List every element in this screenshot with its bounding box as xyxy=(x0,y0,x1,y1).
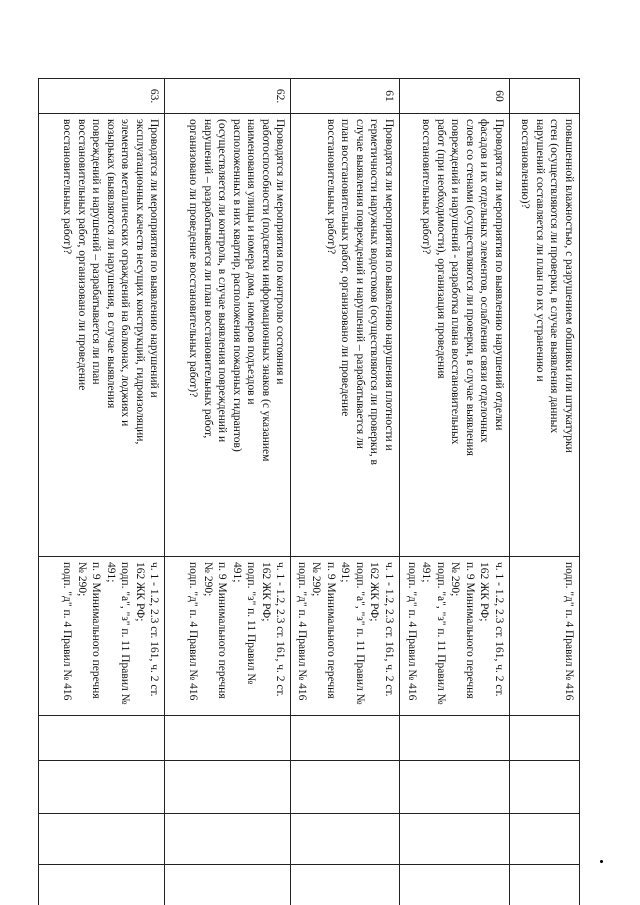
question-line: фасадов и их отдельных элементов, ослабления связи отделочных xyxy=(478,119,491,443)
question-line: план восстановительных работ, организовано ли проведение xyxy=(339,119,352,417)
reference-line: п. 9 Минимального перечня xyxy=(216,562,229,699)
table-row xyxy=(291,79,400,905)
question-line: Проводятся ли мероприятия по выявлению нарушения плотности и xyxy=(383,119,395,451)
reference-line: подп. "д" п. 4 Правил № 416 xyxy=(187,562,200,701)
reference-line: 162 ЖК РФ; xyxy=(134,562,146,622)
reference-line: 162 ЖК РФ; xyxy=(368,562,381,622)
question-cell xyxy=(291,114,400,557)
legal-reference-cell xyxy=(39,557,165,716)
reference-line: 491; xyxy=(420,562,433,583)
answer-cell-empty xyxy=(510,865,580,905)
checklist-table xyxy=(39,78,581,905)
answer-cell-empty xyxy=(165,814,291,865)
question-line: случае выявления повреждений и нарушений – разрабатывается ли xyxy=(354,119,366,449)
reference-line: № 290; xyxy=(76,562,88,597)
question-line: восстановительных работ, организовано ли проведение xyxy=(76,119,88,391)
reference-line: подп. "д" п. 4 Правил № 416 xyxy=(406,562,418,701)
answer-cell-empty xyxy=(291,865,400,905)
answer-cell-empty xyxy=(510,761,580,814)
answer-cell-empty xyxy=(400,865,510,905)
rotated-checklist-sheet xyxy=(20,78,580,878)
reference-line: ч. 1 - 1.2, 2.3 ст. 161, ч. 2 ст. xyxy=(274,562,287,697)
reference-line: ч. 1 - 1.2, 2.3 ст. 161, ч. 2 ст. xyxy=(148,562,161,697)
answer-cell-empty xyxy=(291,716,400,761)
reference-line: подп. "д" п. 4 Правил № 416 xyxy=(61,562,74,701)
reference-line: 491; xyxy=(339,562,352,583)
row-number: 60 xyxy=(400,79,510,114)
question-line: работ (при необходимости), организация проведения xyxy=(435,119,447,379)
answer-cell-empty xyxy=(510,814,580,865)
question-line: Проводятся ли мероприятия по выявлению нарушений и xyxy=(148,119,161,398)
reference-line: п. 9 Минимального перечня xyxy=(464,562,476,699)
answer-cell-empty xyxy=(291,814,400,865)
answer-cell-empty xyxy=(165,716,291,761)
answer-cell-empty xyxy=(400,716,510,761)
answer-cell-empty xyxy=(400,761,510,814)
question-line: элементов металлических ограждений на балконах, лоджиях и xyxy=(119,119,132,427)
checklist-body xyxy=(39,79,580,905)
row-number: 62. xyxy=(165,79,291,114)
reference-line: № 290; xyxy=(202,562,214,597)
question-line: нарушений – разрабатывается ли план восстановительных работ, xyxy=(202,119,214,439)
question-line: слоев со стенами (осуществляются ли проверки, в случае выявления xyxy=(464,119,476,456)
reference-line: подп. "д" п. 4 Правил № 416 xyxy=(296,562,308,701)
answer-cell-empty xyxy=(165,865,291,905)
question-cell xyxy=(165,114,291,557)
question-line: нарушений составляется ли план по их устранению и xyxy=(534,119,546,382)
answer-cell-empty xyxy=(400,814,510,865)
question-line: восстановлению)? xyxy=(519,119,532,209)
answer-cell-empty xyxy=(510,716,580,761)
question-line: расположенных в них квартир, расположения пожарных гидрантов) xyxy=(231,119,243,452)
table-row xyxy=(510,79,580,905)
question-line: восстановительных работ)? xyxy=(325,119,337,255)
reference-line: 162 ЖК РФ; xyxy=(478,562,491,622)
row-number xyxy=(510,79,580,114)
table-row xyxy=(39,79,165,905)
answer-cell-empty xyxy=(165,761,291,814)
reference-line: № 290; xyxy=(449,562,462,597)
reference-line: № 290; xyxy=(310,562,323,597)
answer-cell-empty xyxy=(291,761,400,814)
reference-line: подп. "з" п. 11 Правил № xyxy=(245,562,258,685)
question-line: Проводятся ли мероприятия по контролю состояния и xyxy=(274,119,287,385)
question-line: повышенной влажностью, с разрушением обшивки или штукатурки xyxy=(563,119,575,453)
reference-line: подп. "а", "з" п. 11 Правил № xyxy=(119,562,132,705)
reference-line: ч. 1 - 1.2, 2.3 ст. 161, ч. 2 ст. xyxy=(383,562,395,697)
question-line: герметичности наружных водостоков (осуществляются ли проверки, в xyxy=(368,119,381,465)
row-number: 63. xyxy=(39,79,165,114)
question-cell xyxy=(39,114,165,557)
question-line: Проводятся ли мероприятия по выявлению нарушений отделки xyxy=(493,119,505,431)
question-line: эксплуатационных качеств несущих конструкций, гидроизоляции, xyxy=(134,119,146,445)
question-line: работоспособности (подсветки информационных знаков (с указанием xyxy=(260,119,272,462)
question-line: повреждений и нарушений – разрабатывается ли план xyxy=(90,119,103,385)
answer-cell-empty xyxy=(39,865,165,905)
reference-line: подп. "а", "з" п. 11 Правил № xyxy=(354,562,366,705)
table-row xyxy=(400,79,510,905)
reference-line: п. 9 Минимального перечня xyxy=(90,562,103,699)
question-line: повреждений и нарушений - разработка плана восстановительных xyxy=(449,119,462,445)
question-line: восстановительных работ)? xyxy=(61,119,74,255)
reference-line: 491; xyxy=(231,562,243,583)
question-cell xyxy=(400,114,510,557)
reference-line: 162 ЖК РФ; xyxy=(260,562,272,622)
legal-reference-cell xyxy=(291,557,400,716)
question-cell xyxy=(510,114,580,557)
legal-reference-cell xyxy=(400,557,510,716)
question-line: организовано ли проведение восстановительных работ)? xyxy=(187,119,200,398)
reference-line: подп. "д" п. 4 Правил № 416 xyxy=(563,562,575,701)
answer-cell-empty xyxy=(39,761,165,814)
question-line: восстановительных работ)? xyxy=(420,119,433,255)
answer-cell-empty xyxy=(39,814,165,865)
reference-line: подп. "а", "з" п. 11 Правил № xyxy=(435,562,447,705)
row-number: 61 xyxy=(291,79,400,114)
scan-speck xyxy=(600,860,603,863)
reference-line: 491; xyxy=(105,562,117,583)
table-row xyxy=(165,79,291,905)
legal-reference-cell xyxy=(165,557,291,716)
legal-reference-cell xyxy=(510,557,580,716)
question-line: (осуществляется ли контроль, в случае выявления повреждений и xyxy=(216,119,229,443)
question-line: наименования улицы и номера дома, номеров подъездов и xyxy=(245,119,258,405)
answer-cell-empty xyxy=(39,716,165,761)
reference-line: п. 9 Минимального перечня xyxy=(325,562,337,699)
reference-line: ч. 1 - 1.2, 2.3 ст. 161, ч. 2 ст. xyxy=(493,562,505,697)
question-line: козырьках (выявляются ли нарушения, в случае выявления xyxy=(105,119,117,409)
question-line: стен (осуществляются ли проверки, в случае выявления данных xyxy=(548,119,561,434)
